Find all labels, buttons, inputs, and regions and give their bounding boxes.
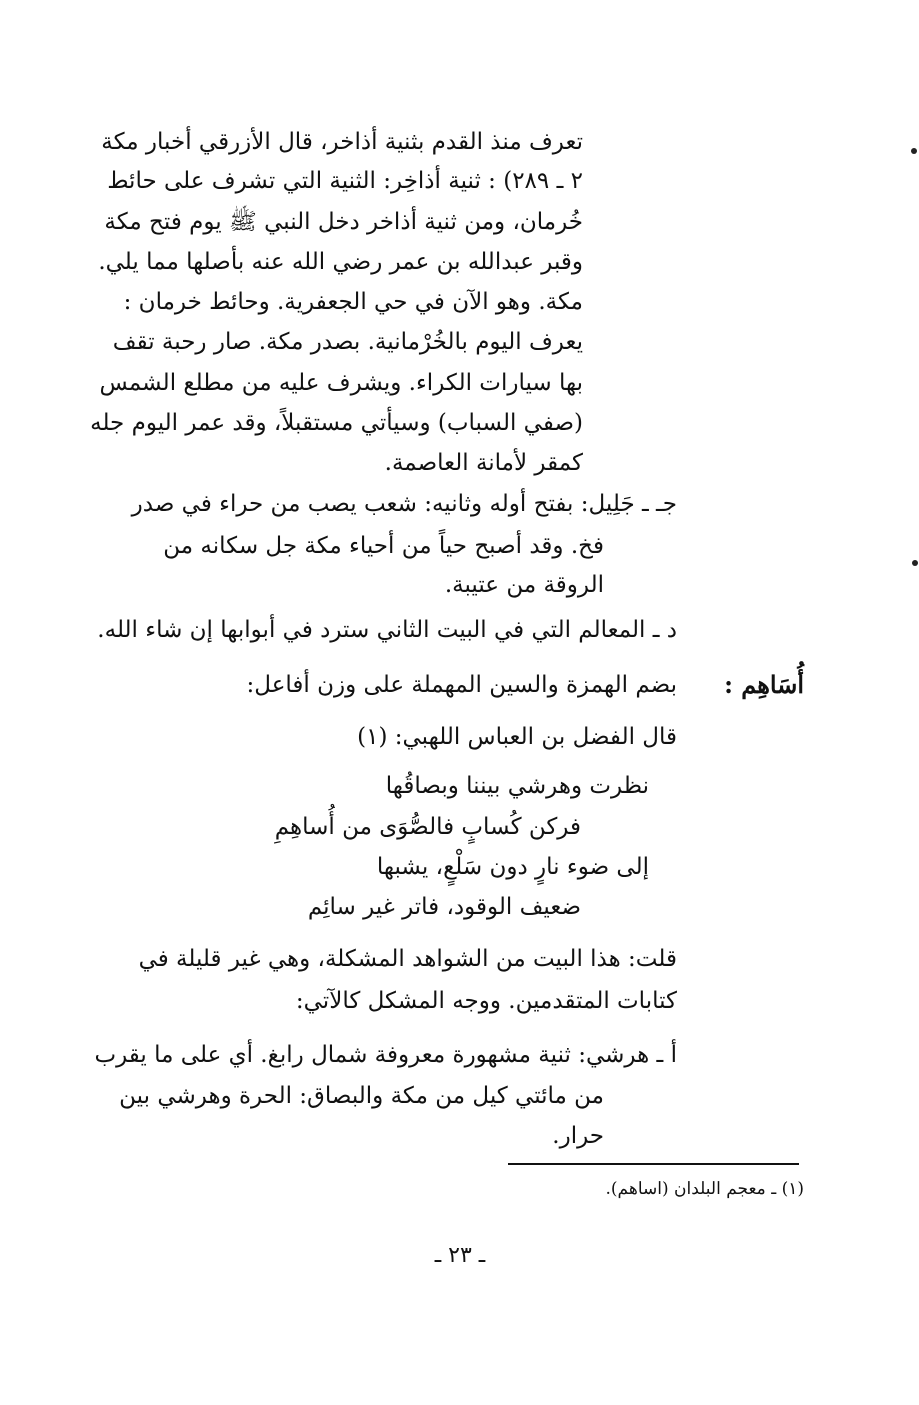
page-number: ـ ٢٣ ـ [434,1243,486,1268]
body-line-3: خُرمان، ومن ثنية أذاخر دخل النبي ﷺ يوم فتح مكة [104,209,583,235]
item-j-line-1: جـ ـ جَلِيل: بفتح أوله وثانيه: شعب يصب من حراء في صدر [131,491,677,517]
entry-definition: بضم الهمزة والسين المهملة على وزن أفاعل: [246,672,677,698]
body-line-9: كمقر لأمانة العاصمة. [384,450,583,476]
item-j-line-2: فخ. وقد أصبح حياً من أحياء مكة جل سكانه من [163,533,604,559]
item-a-line-3: حرار. [552,1123,604,1149]
body-line-4: وقبر عبدالله بن عمر رضي الله عنه بأصلها مما يلي. [98,249,583,275]
body-line-5: مكة. وهو الآن في حي الجعفرية. وحائط خرمان : [123,289,583,315]
commentary-line-1: قلت: هذا البيت من الشواهد المشكلة، وهي غير قليلة في [138,946,677,972]
poet-line: قال الفضل بن العباس اللهبي: (١) [357,724,677,750]
footnote-rule [508,1163,799,1165]
body-line-7: بها سيارات الكراء. ويشرف عليه من مطلع الشمس [99,370,583,396]
body-line-8: (صفي السباب) وسيأتي مستقبلاً، وقد عمر اليوم جله [90,410,583,436]
body-line-1: تعرف منذ القدم بثنية أذاخر، قال الأزرقي أخبار مكة [101,129,583,155]
scan-speck-1 [911,148,917,154]
verse-3: إلى ضوء نارٍ دون سَلْعٍ، يشبها [376,854,649,880]
item-j-line-3: الروقة من عتيبة. [444,572,604,598]
entry-headword: أُسَاهِم : [724,670,804,699]
footnote: (١) ـ معجم البلدان (اساهم). [605,1179,804,1199]
commentary-line-2: كتابات المتقدمين. ووجه المشكل كالآتي: [295,988,677,1014]
verse-4: ضعيف الوقود، فاتر غير سائِم [307,894,581,920]
body-line-6: يعرف اليوم بالخُرْمانية. بصدر مكة. صار رحبة تقف [112,329,583,355]
item-d-line: د ـ المعالم التي في البيت الثاني سترد في أبوابها إن شاء الله. [97,617,677,643]
item-a-line-1: أ ـ هرشي: ثنية مشهورة معروفة شمال رابغ. أي على ما يقرب [94,1042,677,1068]
item-a-line-2: من مائتي كيل من مكة والبصاق: الحرة وهرشي بين [119,1083,604,1109]
scan-speck-2 [912,560,918,566]
verse-2: فركن كُسابٍ فالصُّوَى من أُساهِمِ [274,814,581,840]
verse-1: نظرت وهرشي بيننا وبصاقُها [385,773,649,799]
body-line-2: ٢ ـ ٢٨٩) : ثنية أذاخِر: الثنية التي تشرف على حائط [107,168,583,194]
